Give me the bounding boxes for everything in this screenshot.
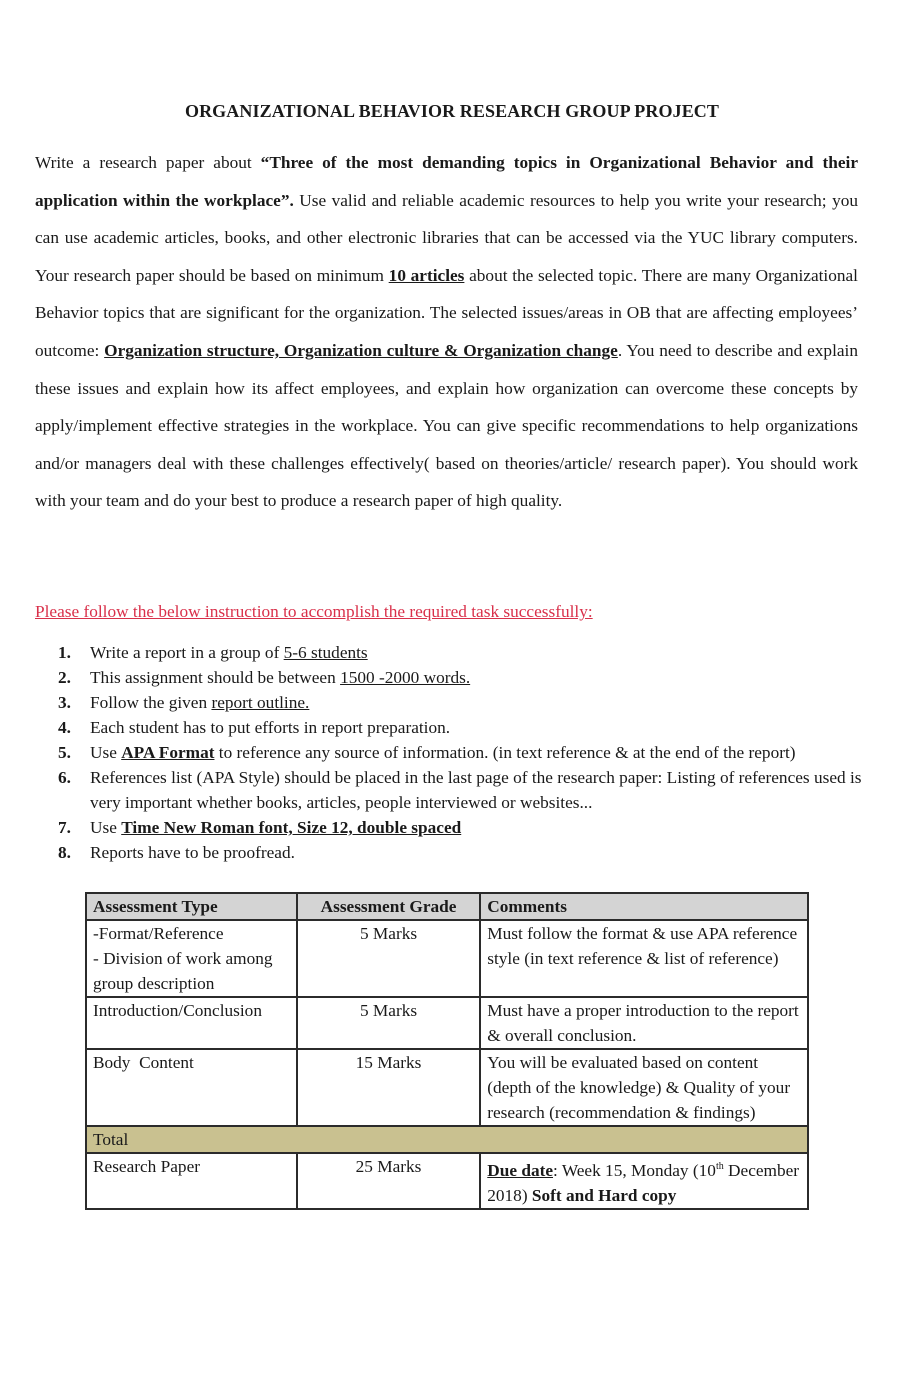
list-item [58,690,868,715]
list-item [58,715,868,740]
cell-comment: You will be evaluated based on content (depth of the knowledge) & Quality of your research (recommendation & findings) [480,1049,808,1126]
list-number: 7. [58,818,71,837]
list-text: Use [90,743,122,762]
list-number: 1. [58,643,71,662]
table-row [86,1153,808,1209]
para-text: Write a research paper about [35,153,261,172]
para-issues-emphasis: Organization structure, Organization culture & Organization change [104,340,618,360]
list-text-underlined: 5-6 students [283,643,368,662]
cell-type [86,997,297,1049]
para-articles-emphasis: 10 articles [388,265,465,285]
list-number: 6. [58,768,71,787]
para-text: . You need to describe and explain these issues and explain how its affect employees, and explain how organization can overcome these concepts by apply/implement effective strategies in the workplace. You can give specific recommendations to help organizations and/or managers deal with these challenges effectively( based on theories/article/ research paper). You should work with your team and do your best to produce a research paper of high quality. [35,340,858,511]
table-total-row [86,1126,808,1153]
para-topic-bold: “Three of the most demanding topics in Organizational Behavior and their application within the workplace”. [35,153,858,210]
list-text: Use [90,818,122,837]
header-assessment-type: Assessment Type [86,893,297,920]
header-comments: Comments [480,893,808,920]
list-item [58,740,868,765]
cell-type: Research Paper [86,1153,297,1209]
table-header-row [86,893,808,920]
table-row [86,1049,808,1126]
intro-paragraph [35,144,858,520]
cell-type [86,920,297,997]
instruction-heading: Please follow the below instruction to accomplish the required task successfully: [35,602,593,621]
list-number: 2. [58,668,71,687]
para-text: about the selected topic. There are many Organizational Behavior topics that are significant for the organization. The selected issues/areas in OB that are affecting employees’ outcome: [35,265,858,360]
cell-grade: 25 Marks [297,1153,480,1209]
list-text: References list (APA Style) should be placed in the last page of the research paper: Listing of references used is very important whether books, articles, people interviewed or websites... [90,768,862,812]
due-date-text: December 2018) [487,1160,800,1205]
total-label: Total [86,1126,808,1153]
cell-type [86,1049,297,1126]
list-text-underlined: Time New Roman font, Size 12, double spaced [121,818,462,837]
list-item [58,665,868,690]
cell-due-date [480,1153,808,1209]
list-number: 4. [58,718,71,737]
list-text: Reports have to be proofread. [90,843,295,862]
cell-type-line: -Format/Reference [93,924,224,943]
list-item [58,815,868,840]
para-text: Use valid and reliable academic resources to help you write your research; you can use academic articles, books, and other electronic libraries that can be accessed via the YUC library computers. Your research paper should be based on minimum [35,190,858,285]
list-text-underlined: report outline. [211,693,310,712]
cell-grade: 5 Marks [297,997,480,1049]
list-text: This assignment should be between [90,668,341,687]
cell-comment: Must follow the format & use APA reference style (in text reference & list of reference) [480,920,808,997]
cell-grade: 5 Marks [297,920,480,997]
instruction-list [58,640,868,865]
cell-type-line: - Division of work among group description [93,949,273,993]
list-item [58,840,868,865]
list-text: Follow the given [90,693,212,712]
list-number: 8. [58,843,71,862]
header-assessment-grade: Assessment Grade [297,893,480,920]
cell-grade: 15 Marks [297,1049,480,1126]
cell-type-line: Body Content [93,1053,194,1072]
list-text: to reference any source of information. (in text reference & at the end of the report) [214,743,796,762]
cell-comment: Must have a proper introduction to the report & overall conclusion. [480,997,808,1049]
list-item [58,765,868,815]
due-date-sup: th [715,1161,724,1172]
assessment-table [85,892,809,1210]
list-text-underlined: 1500 -2000 words. [340,668,471,687]
due-date-text: : Week 15, Monday (10 [553,1160,716,1180]
list-item [58,640,868,665]
list-text: Write a report in a group of [90,643,284,662]
list-number: 5. [58,743,71,762]
cell-type-line: Introduction/Conclusion [93,1001,262,1020]
list-text: Each student has to put efforts in report preparation. [90,718,451,737]
page-title: ORGANIZATIONAL BEHAVIOR RESEARCH GROUP PROJECT [184,101,720,121]
list-number: 3. [58,693,71,712]
table-row [86,920,808,997]
due-date-label: Due date [487,1160,554,1180]
due-date-copy-type: Soft and Hard copy [531,1185,677,1205]
table-row [86,997,808,1049]
list-text-underlined: APA Format [121,743,215,762]
